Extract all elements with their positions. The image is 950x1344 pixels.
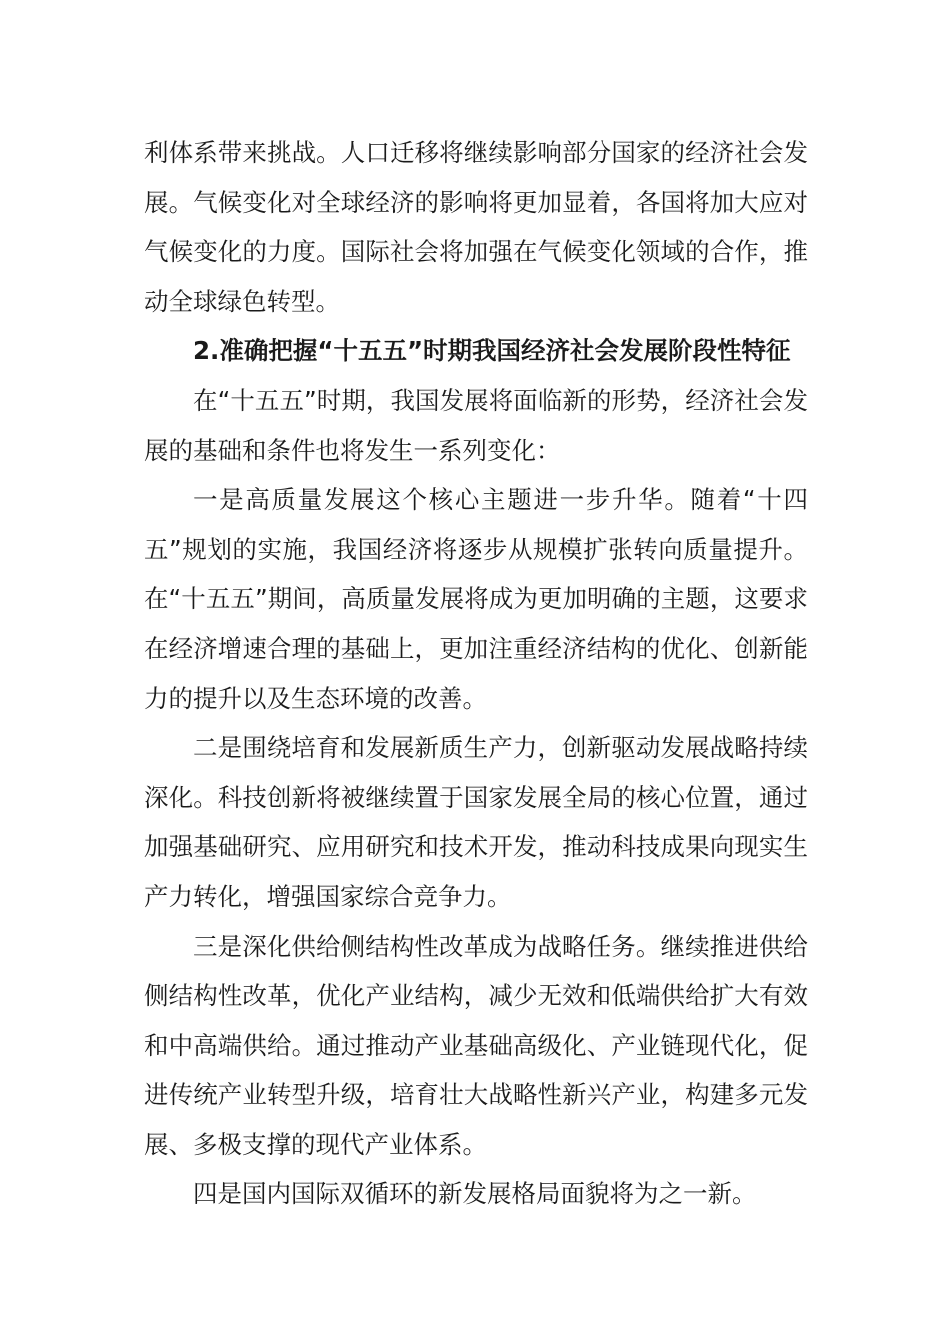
paragraph-global-challenges: 利体系带来挑战。人口迁移将继续影响部分国家的经济社会发展。气候变化对全球经济的影响将更加显着，各国将加大应对气候变化的力度。国际社会将加强在气候变化领域的合作，推动全球绿色转型。	[144, 138, 808, 316]
paragraph-point-three: 三是深化供给侧结构性改革成为战略任务。继续推进供给侧结构性改革，优化产业结构，减少无效和低端供给扩大有效和中高端供给。通过推动产业基础高级化、产业链现代化，促进传统产业转型升级，培育壮大战略性新兴产业，构建多元发展、多极支撑的现代产业体系。	[144, 931, 808, 1159]
paragraph-point-two: 二是围绕培育和发展新质生产力，创新驱动发展战略持续深化。科技创新将被继续置于国家发展全局的核心位置，通过加强基础研究、应用研究和技术开发，推动科技成果向现实生产力转化，增强国家综合竞争力。	[144, 733, 808, 911]
document-body	[144, 128, 808, 1219]
paragraph-intro: 在“十五五”时期，我国发展将面临新的形势，经济社会发展的基础和条件也将发生一系列变化：	[144, 385, 808, 465]
paragraph-point-four: 四是国内国际双循环的新发展格局面貌将为之一新。	[193, 1179, 757, 1209]
section-heading: 2.准确把握“十五五”时期我国经济社会发展阶段性特征	[193, 336, 791, 366]
paragraph-point-one: 一是高质量发展这个核心主题进一步升华。随着“十四五”规划的实施，我国经济将逐步从规模扩张转向质量提升。在“十五五”期间，高质量发展将成为更加明确的主题，这要求在经济增速合理的基础上，更加注重经济结构的优化、创新能力的提升以及生态环境的改善。	[144, 485, 808, 713]
